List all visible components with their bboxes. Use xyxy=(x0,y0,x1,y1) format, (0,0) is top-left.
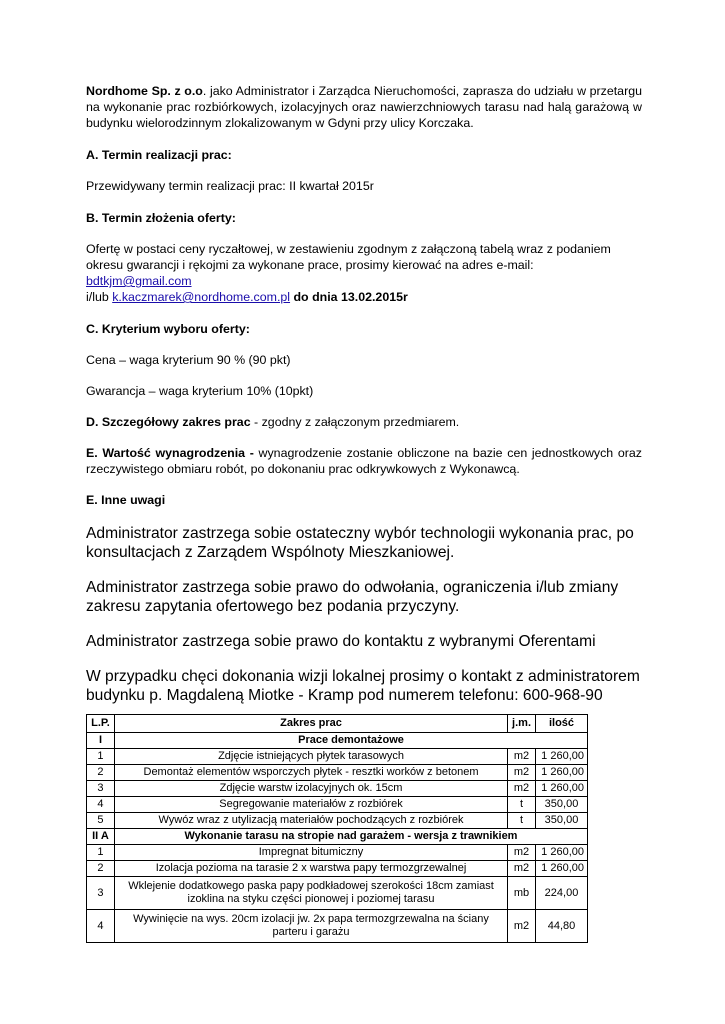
section-a-text: Przewidywany termin realizacji prac: II kwartał 2015r xyxy=(86,179,374,193)
cell-qty: 1 260,00 xyxy=(536,861,588,877)
header-unit: j.m. xyxy=(508,715,536,733)
remark-technology: Administrator zastrzega sobie ostateczny wybór technologii wykonania prac, po konsultacjach z Zarządem Wspólnoty Mieszkaniowej. xyxy=(86,525,634,561)
cell-unit: m2 xyxy=(508,845,536,861)
header-qty: ilość xyxy=(536,715,588,733)
cell-qty: 224,00 xyxy=(536,877,588,910)
section-b-text xyxy=(86,241,638,305)
table-row xyxy=(87,910,588,943)
cell-qty: 1 260,00 xyxy=(536,845,588,861)
cell-scope: Izolacja pozioma na tarasie 2 x warstwa papy termozgrzewalnej xyxy=(114,861,507,877)
cell-qty: 350,00 xyxy=(536,797,588,813)
section-lp: II A xyxy=(87,829,115,845)
section-lp: I xyxy=(87,733,115,749)
section-row-terrace xyxy=(87,829,588,845)
cell-qty: 44,80 xyxy=(536,910,588,943)
intro-text: . jako Administrator i Zarządca Nieruchomości, zaprasza do udziału w przetargu na wykonanie prac rozbiórkowych, izolacyjnych oraz nawierzchniowych tarasu nad halą garażową w budynku wielorodzinnym zlokalizowanym w Gdyni przy ulicy Korczaka. xyxy=(86,84,642,130)
table-header-row xyxy=(87,715,588,733)
cell-lp: 5 xyxy=(87,813,115,829)
criterion-warranty: Gwarancja – waga kryterium 10% (10pkt) xyxy=(86,384,314,398)
company-name: Nordhome Sp. z o.o xyxy=(86,84,203,98)
cell-unit: m2 xyxy=(508,781,536,797)
table-row xyxy=(87,797,588,813)
email-link-bdtkjm[interactable]: bdtkjm@gmail.com xyxy=(86,274,192,288)
cell-scope: Segregowanie materiałów z rozbiórek xyxy=(114,797,507,813)
remark-site-visit: W przypadku chęci dokonania wizji lokalnej prosimy o kontakt z administratorem budynku p. Magdaleną Miotke - Kramp pod numerem telefonu: 600-968-90 xyxy=(86,668,640,704)
cell-scope: Demontaż elementów wsporczych płytek - resztki worków z betonem xyxy=(114,765,507,781)
table-row xyxy=(87,877,588,910)
cell-lp: 4 xyxy=(87,797,115,813)
document-body xyxy=(86,83,642,705)
section-a-heading: A. Termin realizacji prac: xyxy=(86,148,232,162)
section-d-text: - zgodny z załączonym przedmiarem. xyxy=(250,415,460,429)
section-e2-heading: E. Inne uwagi xyxy=(86,493,166,507)
section-b-heading: B. Termin złożenia oferty: xyxy=(86,211,236,225)
cell-scope: Wywóz wraz z utylizacją materiałów pochodzących z rozbiórek xyxy=(114,813,507,829)
cell-qty: 350,00 xyxy=(536,813,588,829)
email-link-kaczmarek[interactable]: k.kaczmarek@nordhome.com.pl xyxy=(112,290,291,304)
section-e1-heading: E. Wartość wynagrodzenia - xyxy=(86,446,254,460)
section-c-heading: C. Kryterium wyboru oferty: xyxy=(86,322,250,336)
section-row-demolition xyxy=(87,733,588,749)
cell-unit: m2 xyxy=(508,749,536,765)
intro-paragraph xyxy=(86,83,642,131)
cell-lp: 3 xyxy=(87,877,115,910)
table-row xyxy=(87,749,588,765)
table-row xyxy=(87,765,588,781)
table-row xyxy=(87,813,588,829)
cell-scope: Wklejenie dodatkowego paska papy podkładowej szerokości 18cm zamiast izoklina na styku części pionowej i poziomej tarasu xyxy=(114,877,507,910)
cell-qty: 1 260,00 xyxy=(536,781,588,797)
remark-contact: Administrator zastrzega sobie prawo do kontaktu z wybranymi Oferentami xyxy=(86,633,596,650)
section-e1-paragraph xyxy=(86,445,642,477)
cell-lp: 2 xyxy=(87,861,115,877)
table-row xyxy=(87,845,588,861)
table-row xyxy=(87,861,588,877)
section-title: Prace demontażowe xyxy=(114,733,587,749)
section-b-text-1: Ofertę w postaci ceny ryczałtowej, w zestawieniu zgodnym z załączoną tabelą wraz z podaniem okresu gwarancji i rękojmi za wykonane prace, prosimy kierować na adres e-mail: xyxy=(86,242,611,272)
deadline: do dnia 13.02.2015r xyxy=(290,290,408,304)
cell-unit: t xyxy=(508,813,536,829)
cell-unit: m2 xyxy=(508,861,536,877)
criterion-price: Cena – waga kryterium 90 % (90 pkt) xyxy=(86,353,291,367)
cell-unit: mb xyxy=(508,877,536,910)
cell-scope: Zdjęcie warstw izolacyjnych ok. 15cm xyxy=(114,781,507,797)
remark-cancellation: Administrator zastrzega sobie prawo do odwołania, ograniczenia i/lub zmiany zakresu zapytania ofertowego bez podania przyczyny. xyxy=(86,579,619,615)
cell-lp: 2 xyxy=(87,765,115,781)
cell-lp: 4 xyxy=(87,910,115,943)
cell-unit: m2 xyxy=(508,765,536,781)
scope-of-works-table xyxy=(86,714,588,943)
table-row xyxy=(87,781,588,797)
cell-scope: Zdjęcie istniejących płytek tarasowych xyxy=(114,749,507,765)
header-lp: L.P. xyxy=(87,715,115,733)
header-scope: Zakres prac xyxy=(114,715,507,733)
cell-lp: 3 xyxy=(87,781,115,797)
cell-unit: t xyxy=(508,797,536,813)
cell-unit: m2 xyxy=(508,910,536,943)
section-e1-text: wynagrodzenie zostanie obliczone na bazie cen jednostkowych oraz rzeczywistego obmiaru robót, po dokonaniu prac odkrywkowych z Wykonawcą. xyxy=(86,446,642,476)
section-b-text-2: i/lub xyxy=(86,290,113,304)
cell-lp: 1 xyxy=(87,749,115,765)
cell-scope: Wywinięcie na wys. 20cm izolacji jw. 2x papa termozgrzewalna na ściany parteru i garażu xyxy=(114,910,507,943)
cell-qty: 1 260,00 xyxy=(536,749,588,765)
cell-scope: Impregnat bitumiczny xyxy=(114,845,507,861)
cell-lp: 1 xyxy=(87,845,115,861)
section-d-paragraph xyxy=(86,414,642,430)
section-d-heading: D. Szczegółowy zakres prac xyxy=(86,415,251,429)
section-title: Wykonanie tarasu na stropie nad garażem - wersja z trawnikiem xyxy=(114,829,587,845)
cell-qty: 1 260,00 xyxy=(536,765,588,781)
